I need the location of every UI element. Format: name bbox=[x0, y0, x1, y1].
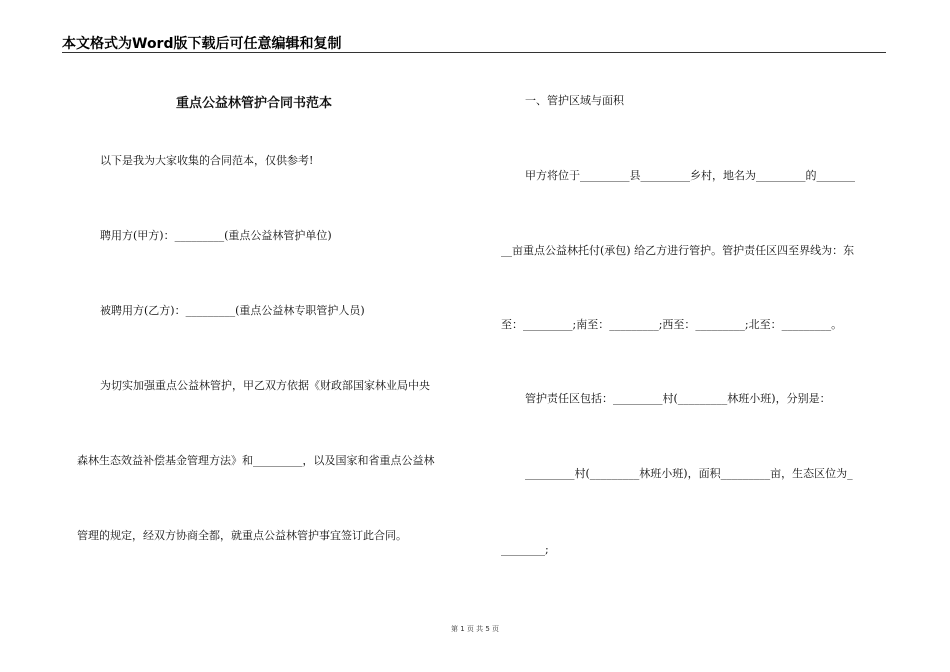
paragraph-line-1: 为切实加强重点公益林管护，甲乙双方依据《财政部国家林业局中央 bbox=[100, 379, 430, 392]
paragraph-line-2: 森林生态效益补偿基金管理方法》和_________，以及国家和省重点公益林 bbox=[77, 454, 435, 467]
document-header: 本文格式为Word版下载后可任意编辑和复制 bbox=[62, 36, 342, 52]
header-divider bbox=[62, 52, 886, 53]
paragraph-line-3: 管理的规定，经双方协商全都，就重点公益林管护事宜签订此合同。 bbox=[77, 529, 407, 542]
area-line-5: _________村(_________林班小班)，面积_________亩，生态区位为_ bbox=[525, 467, 853, 480]
area-line-4: 管护责任区包括：_________村(_________林班小班)，分别是： bbox=[525, 392, 831, 405]
area-line-2: __亩重点公益林托付(承包) 给乙方进行管护。管护责任区四至界线为：东 bbox=[501, 244, 855, 257]
employee-line: 被聘用方(乙方)：_________(重点公益林专职管护人员) bbox=[100, 304, 365, 317]
area-line-6: ________; bbox=[501, 543, 549, 556]
area-line-3: 至：_________;南至：_________;西至：_________;北至：_________。 bbox=[501, 318, 843, 331]
page-number: 第 1 页 共 5 页 bbox=[450, 625, 500, 633]
employer-line: 聘用方(甲方)：_________(重点公益林管护单位) bbox=[100, 229, 332, 242]
area-line-1: 甲方将位于_________县_________乡村，地名为_________的_______ bbox=[525, 169, 855, 182]
intro-text: 以下是我为大家收集的合同范本，仅供参考! bbox=[100, 154, 314, 167]
section-heading: 一、管护区域与面积 bbox=[525, 94, 624, 107]
document-title: 重点公益林管护合同书范本 bbox=[176, 96, 333, 111]
